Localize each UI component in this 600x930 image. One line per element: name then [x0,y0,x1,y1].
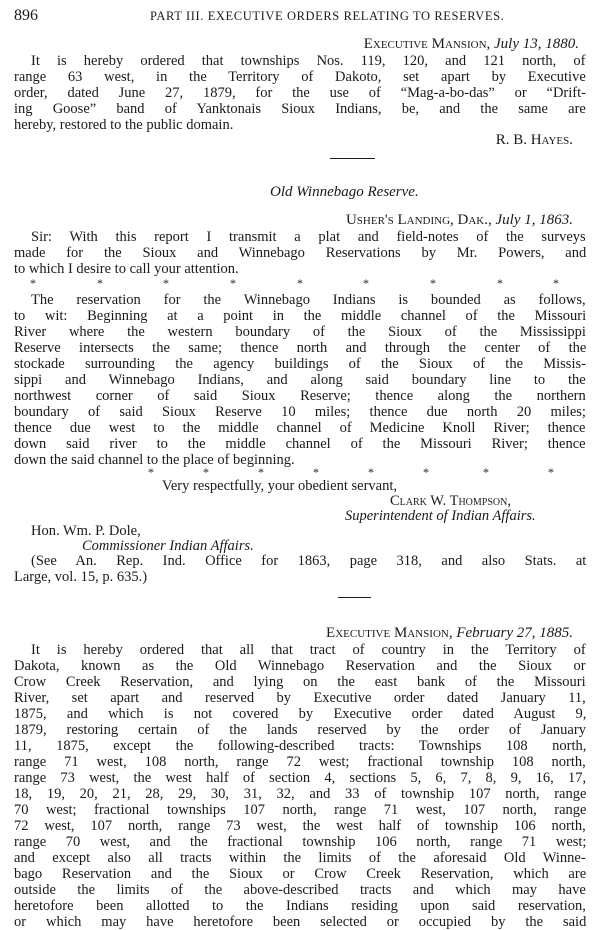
text-line: range 63 west, in the Territory of Dakoto, set apart by Executive [14,69,586,85]
text-line: It is hereby ordered that all that tract of country in the Territory of [31,642,586,658]
text-line: Reserve intersects the same; thence north and through the center of the [14,340,587,356]
text-line: thence due west to the middle channel of Medicine Knoll River; thence [14,420,586,436]
star: * [313,465,319,479]
closing: Very respectfully, your obedient servant, [162,478,398,494]
text-line: Large, vol. 15, p. 635.) [14,569,148,585]
star: * [258,465,264,479]
signature: R. B. Hayes. [495,132,573,148]
star: * [297,276,303,290]
star: * [497,276,503,290]
star: * [553,276,559,290]
text-line: 72 west, 107 north, range 73 west, the west half of township 106 north, [14,818,586,834]
text-line: hereby, restored to the public domain. [14,117,234,133]
text-line: heretofore been allotted to the Indians residing upon said reservation, [14,898,586,914]
text-line: outside the limits of the above-described tracts and which may have [14,882,586,898]
dateline-date: July 13, 1880. [494,36,579,52]
star: * [430,276,436,290]
star: * [423,465,429,479]
text-line: (See An. Rep. Ind. Office for 1863, page 318, and also Stats. at [31,553,587,569]
text-line: stockade surrounding the agency buildings of the Sioux of the Missis- [14,356,586,372]
star: * [163,276,169,290]
addressee-name-text: Hon. Wm. P. Dole, [31,523,141,539]
star: * [483,465,489,479]
text-line: 1879, restoring certain of the lands reserved by the order of January [14,722,586,738]
text-line: order, dated June 27, 1879, for the use of “Mag-a-bo-das” or “Drift- [14,85,586,101]
text-line: Sir: With this report I transmit a plat and field-notes of the surveys [31,229,586,245]
text-line: made for the Sioux and Winnebago Reservations by Mr. Powers, and [14,245,587,261]
section-heading: Old Winnebago Reserve. [270,184,419,200]
text-line: to wit: Beginning at a point in the middle channel of the Missouri [14,308,587,324]
text-line: 70 west; fractional townships 107 north, range 71 west, 107 north, range [14,802,587,818]
page-number: 896 [14,7,38,24]
dateline-place: Executive Mansion, [326,625,453,641]
running-title: PART III. EXECUTIVE ORDERS RELATING TO RESERVES. [150,9,505,23]
text-line: range 70 west, and the fractional township 106 north, range 71 west; [14,834,587,850]
star: * [30,276,36,290]
text-line: River, set apart and reserved by Executive order dated January 11, [14,690,586,706]
dateline-date: February 27, 1885. [456,625,573,641]
star: * [368,465,374,479]
text-line: to which I desire to call your attention. [14,261,239,277]
text-line: 11, 1875, except the following-described tracts: Townships 108 north, [14,738,587,754]
dateline-date: July 1, 1863. [495,212,573,228]
text-line: River where the western boundary of the Sioux of the Mississippi [14,324,586,340]
text-line: bago Reservation and the Sioux or Crow Creek Reservation, which are [14,866,587,882]
text-line: Dakota, known as the Old Winnebago Reservation and the Sioux or [14,658,586,674]
text-line: down said river to the middle channel of the Missouri River; thence [14,436,586,452]
text-line: and except also all tracts within the limits of the aforesaid Old Winne- [14,850,586,866]
text-line: 1875, and which is not covered by Executive order dated August 9, [14,706,587,722]
star: * [363,276,369,290]
star: * [203,465,209,479]
text-line: It is hereby ordered that townships Nos. 119, 120, and 121 north, of [31,53,586,69]
star: * [548,465,554,479]
star: * [230,276,236,290]
text-line: Crow Creek Reservation, and lying on the east bank of the Missouri [14,674,586,690]
text-line: The reservation for the Winnebago Indians is bounded as follows, [31,292,586,308]
text-line: sippi and Winnebago Indians, and along said boundary line to the [14,372,586,388]
star: * [148,465,154,479]
text-line: range 73 west, the west half of section 4, sections 5, 6, 7, 8, 9, 16, 17, [14,770,587,786]
text-line: boundary of said Sioux Reserve 10 miles; thence due north 20 miles; [14,404,586,420]
text-line: down the said channel to the place of beginning. [14,452,295,468]
signer-title: Superintendent of Indian Affairs. [345,508,536,524]
dateline-place: Executive Mansion, [363,36,491,52]
text-line: ing Goose” band of Yanktonais Sioux Indians, be, and the same are [14,101,586,117]
text-line: or which may have heretofore been selected or occupied by the said [14,914,587,930]
star: * [97,276,103,290]
dateline-place: Usher's Landing, Dak., [345,212,492,228]
text-line: 18, 19, 20, 21, 28, 29, 30, 31, 32, and 33 of township 107 north, range [14,786,587,802]
text-line: range 71 west, 108 north, range 72 west; fractional township 108 north, [14,754,586,770]
text-line: northwest corner of said Sioux Reserve; thence along the northern [14,388,586,404]
addressee-title: Commissioner Indian Affairs. [82,538,254,554]
signer-name: Clark W. Thompson, [390,493,511,509]
